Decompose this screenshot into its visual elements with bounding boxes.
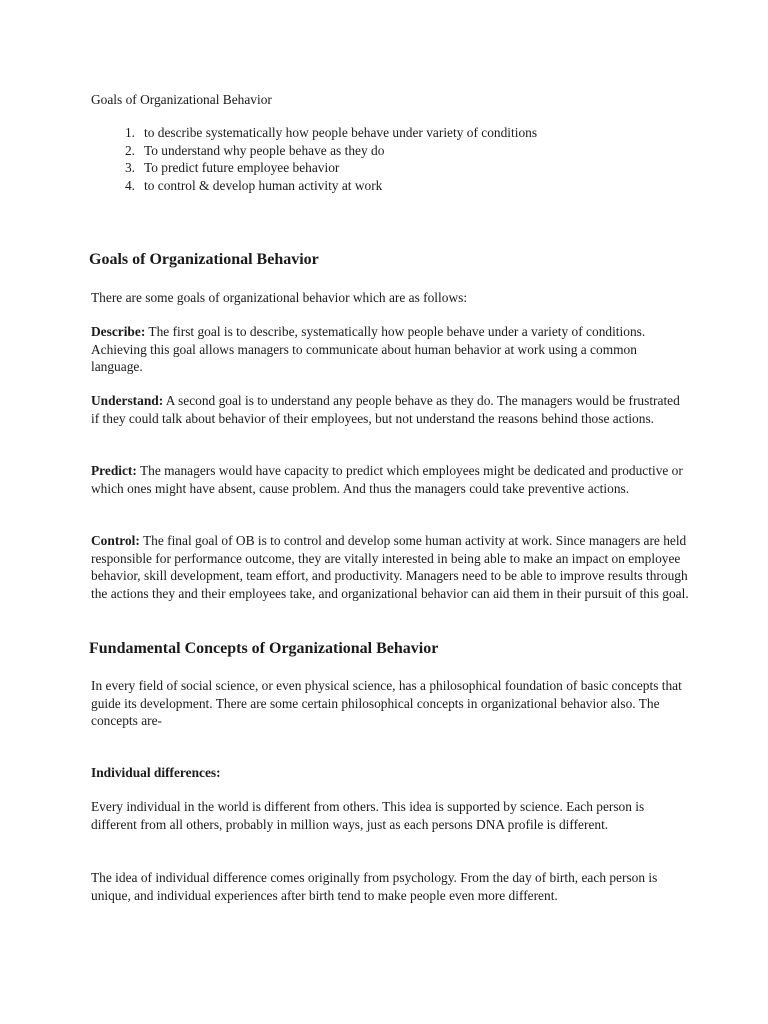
predict-term: Predict:: [91, 463, 137, 478]
list-number: 3.: [124, 160, 135, 176]
goals-lead: There are some goals of organizational behavior which are as follows:: [91, 290, 468, 305]
intro-title: Goals of Organizational Behavior: [91, 92, 272, 107]
list-text: To understand why people behave as they do: [144, 142, 385, 158]
goals-heading: Goals of Organizational Behavior: [89, 251, 319, 268]
list-number: 2.: [124, 142, 135, 158]
understand-text: A second goal is to understand any people behave as they do. The managers would be frustrated if they could talk about behavior of their employees, but not understand the reasons behind those actions.: [91, 393, 680, 426]
list-item: [91, 142, 537, 160]
describe-text: The first goal is to describe, systematically how people behave under a variety of conditions. Achieving this goal allows managers to communicate about human behavior at work using a common language.: [91, 324, 646, 375]
predict-paragraph: [91, 462, 691, 497]
concepts-heading: Fundamental Concepts of Organizational Behavior: [89, 640, 439, 657]
list-item: [91, 124, 537, 142]
concepts-lead: In every field of social science, or even physical science, has a philosophical foundation of basic concepts that guide its development. There are some certain philosophical concepts in organizational behavior also. The concepts are-: [91, 678, 682, 729]
list-item: [91, 177, 537, 195]
understand-paragraph: [91, 392, 691, 427]
control-term: Control:: [91, 533, 140, 548]
control-paragraph: [91, 532, 691, 602]
list-text: to control & develop human activity at work: [144, 177, 383, 193]
list-text: to describe systematically how people behave under variety of conditions: [144, 125, 538, 140]
predict-text: The managers would have capacity to predict which employees might be dedicated and productive or which ones might have absent, cause problem. And thus the managers could take preventive actions.: [91, 463, 683, 496]
describe-paragraph: [91, 323, 691, 376]
individual-differences-paragraph-1: Every individual in the world is different from others. This idea is supported by science. Each person is different from all others, probably in million ways, just as each persons DNA profile is different.: [91, 799, 645, 832]
describe-term: Describe:: [91, 324, 146, 339]
list-number: 4.: [124, 177, 135, 193]
individual-differences-paragraph-2: The idea of individual difference comes originally from psychology. From the day of birth, each person is unique, and individual experiences after birth tend to make people even more different.: [91, 870, 658, 903]
goals-list: [91, 124, 537, 194]
list-number: 1.: [124, 125, 135, 140]
individual-differences-heading: Individual differences:: [91, 765, 221, 780]
list-text: To predict future employee behavior: [144, 160, 340, 176]
control-text: The final goal of OB is to control and develop some human activity at work. Since managers are held responsible for performance outcome, they are vitally interested in being able to make an impact on employee behavior, skill development, team effort, and productivity. Managers need to be able to improve results through the actions they and their employees take, and organizational behavior can aid them in their pursuit of this goal.: [91, 533, 689, 601]
list-item: [91, 159, 537, 177]
understand-term: Understand:: [91, 393, 164, 408]
